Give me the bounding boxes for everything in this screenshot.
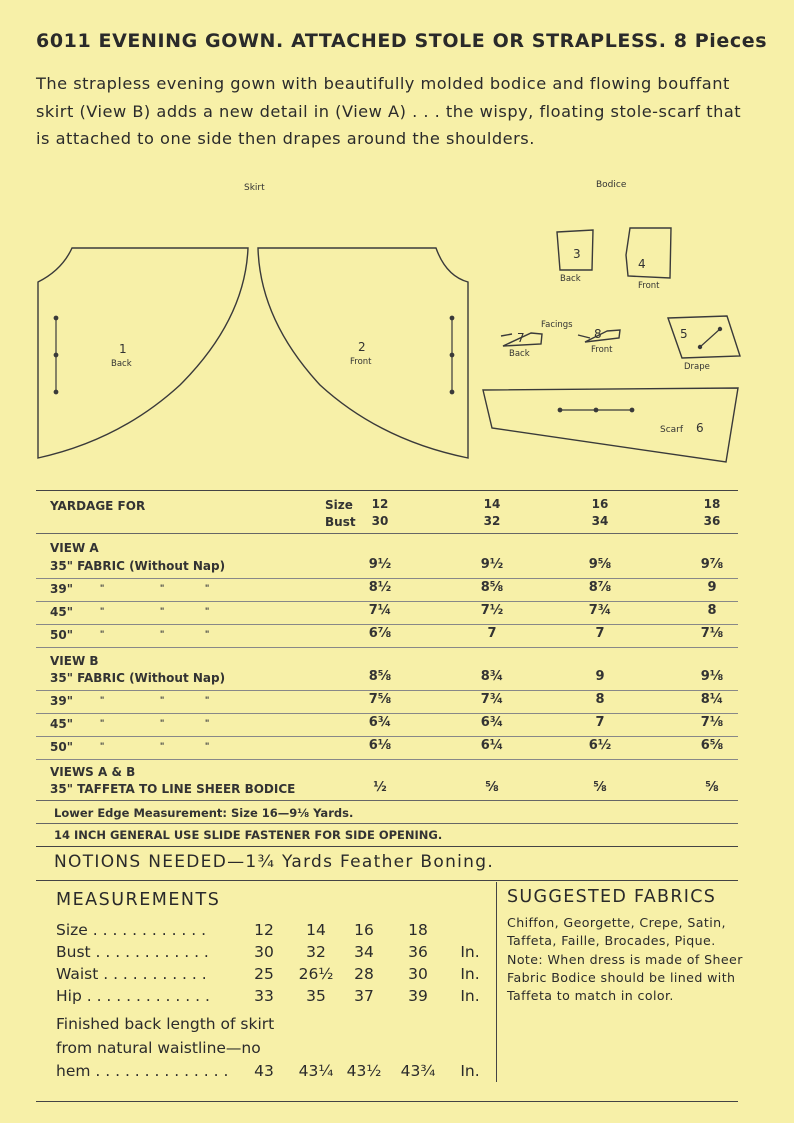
pattern-title: 6011 EVENING GOWN. ATTACHED STOLE OR STRAPLESS. 8 Pieces: [36, 30, 768, 52]
ditto-mark: ": [100, 695, 105, 705]
yardage-heading: YARDAGE FOR: [50, 499, 146, 513]
measurement-label: Waist . . . . . . . . . . .: [56, 965, 207, 983]
row-label: 39": [50, 582, 73, 596]
row-rule: [36, 624, 738, 625]
yardage-value: 7: [487, 626, 497, 641]
finished-length-value: 43¼: [298, 1062, 334, 1080]
bottom-rule: [36, 1101, 738, 1102]
view-b-label: VIEW B: [50, 654, 99, 668]
size-value: 16: [591, 497, 609, 511]
finished-length-line-3: hem . . . . . . . . . . . . . .: [56, 1062, 229, 1080]
measurement-unit: In.: [460, 943, 480, 961]
row-label: 35" FABRIC (Without Nap): [50, 671, 226, 685]
suggested-fabrics-text: Chiffon, Georgette, Crepe, Satin, Taffeta, Faille, Brocades, Pique. Note: When dress is made of Sheer Fabric Bodice should be lined with Taffeta to match in color.: [507, 915, 743, 1004]
yardage-value: 7¼: [368, 603, 392, 618]
skirt-label: Skirt: [244, 183, 265, 193]
row-label: 45": [50, 717, 73, 731]
row-label: 50": [50, 628, 73, 642]
measurement-value: 39: [408, 987, 428, 1005]
piece-4-number: 4: [638, 257, 646, 271]
measurement-value: 14: [306, 921, 326, 939]
yardage-value: 7¾: [480, 692, 504, 707]
ditto-mark: ": [100, 629, 105, 639]
suggested-fabrics-heading: SUGGESTED FABRICS: [507, 887, 717, 907]
piece-2-name: Front: [350, 357, 372, 367]
view-a-label: VIEW A: [50, 541, 99, 555]
size-label: Size: [325, 498, 353, 512]
yardage-value: 8: [595, 692, 605, 707]
row-label: 35" TAFFETA TO LINE SHEER BODICE: [50, 782, 296, 796]
piece-4-name: Front: [638, 281, 660, 291]
finished-length-value: 43½: [346, 1062, 382, 1080]
ditto-mark: ": [160, 695, 165, 705]
yardage-value: 9⅞: [700, 557, 724, 572]
ditto-mark: ": [205, 718, 210, 728]
yardage-value: 6⅛: [368, 738, 392, 753]
ditto-mark: ": [160, 629, 165, 639]
ditto-mark: ": [205, 583, 210, 593]
views-ab-label: VIEWS A & B: [50, 765, 136, 779]
yardage-value: 6¼: [480, 738, 504, 753]
ditto-mark: ": [160, 583, 165, 593]
measurement-label: Size . . . . . . . . . . . .: [56, 921, 207, 939]
yardage-value: 8¼: [700, 692, 724, 707]
yardage-value: 7¾: [588, 603, 612, 618]
facings-label: Facings: [541, 320, 573, 330]
pattern-pieces-diagram: [0, 160, 794, 490]
bust-value: 32: [483, 514, 501, 528]
yardage-value: 8⅝: [368, 669, 392, 684]
measurement-value: 25: [254, 965, 274, 983]
measurement-value: 12: [254, 921, 274, 939]
measurement-unit: In.: [460, 965, 480, 983]
ditto-mark: ": [100, 741, 105, 751]
ditto-mark: ": [100, 718, 105, 728]
yardage-value: 7⅝: [368, 692, 392, 707]
row-label: 35" FABRIC (Without Nap): [50, 559, 226, 573]
measurement-value: 28: [354, 965, 374, 983]
finished-length-line-1: Finished back length of skirt: [56, 1015, 275, 1033]
yardage-value: 7⅛: [700, 715, 724, 730]
yardage-value: 8¾: [480, 669, 504, 684]
table-top-rule: [36, 490, 738, 491]
skirt-back-piece: [38, 248, 248, 458]
fastener-rule: [36, 823, 738, 824]
piece-7-number: 7: [517, 331, 525, 345]
ditto-mark: ": [100, 606, 105, 616]
measurement-value: 30: [254, 943, 274, 961]
measurement-label: Hip . . . . . . . . . . . . .: [56, 987, 210, 1005]
row-rule: [36, 578, 738, 579]
row-rule: [36, 713, 738, 714]
ditto-mark: ": [205, 695, 210, 705]
ditto-mark: ": [160, 606, 165, 616]
bust-value: 34: [591, 514, 609, 528]
ditto-mark: ": [160, 718, 165, 728]
yardage-value: 7: [595, 715, 605, 730]
header-rule: [36, 533, 738, 534]
yardage-value: ⅝: [705, 780, 719, 795]
lower-edge-rule: [36, 800, 738, 801]
fastener-note: 14 INCH GENERAL USE SLIDE FASTENER FOR SIDE OPENING.: [54, 828, 443, 842]
yardage-value: 8⅝: [480, 580, 504, 595]
yardage-value: 6¾: [368, 715, 392, 730]
measurements-rule: [36, 880, 738, 881]
bodice-label: Bodice: [596, 180, 627, 190]
yardage-value: 7: [595, 626, 605, 641]
pattern-description: The strapless evening gown with beautifully molded bodice and flowing bouffant skirt (View B) adds a new detail in (View A) . . . the wispy, floating stole-scarf that is attached to one side then drapes around the shoulders.: [36, 74, 742, 148]
piece-7-name: Back: [509, 349, 530, 359]
ditto-mark: ": [205, 741, 210, 751]
row-rule: [36, 759, 738, 760]
row-rule: [36, 601, 738, 602]
piece-3-number: 3: [573, 247, 581, 261]
yardage-value: 6⅝: [700, 738, 724, 753]
yardage-value: 6¾: [480, 715, 504, 730]
piece-1-name: Back: [111, 359, 132, 369]
yardage-value: 7⅛: [700, 626, 724, 641]
measurement-value: 35: [306, 987, 326, 1005]
row-label: 45": [50, 605, 73, 619]
yardage-value: ½: [373, 780, 387, 795]
ditto-mark: ": [160, 741, 165, 751]
yardage-value: 7½: [480, 603, 504, 618]
measurement-unit: In.: [460, 987, 480, 1005]
row-label: 39": [50, 694, 73, 708]
yardage-value: 9⅝: [588, 557, 612, 572]
bust-value: 30: [371, 514, 389, 528]
finished-length-unit: In.: [460, 1062, 480, 1080]
yardage-value: ⅝: [485, 780, 499, 795]
yardage-value: 8⅞: [588, 580, 612, 595]
ditto-mark: ": [205, 606, 210, 616]
ditto-mark: ": [205, 629, 210, 639]
measurement-value: 37: [354, 987, 374, 1005]
yardage-value: 6⅞: [368, 626, 392, 641]
yardage-value: 9: [595, 669, 605, 684]
drape-piece: [668, 316, 740, 358]
notions-rule: [36, 846, 738, 847]
row-rule: [36, 736, 738, 737]
yardage-value: 6½: [588, 738, 612, 753]
measurement-value: 16: [354, 921, 374, 939]
measurement-label: Bust . . . . . . . . . . . .: [56, 943, 209, 961]
bodice-front-piece: [626, 228, 671, 278]
ditto-mark: ": [100, 583, 105, 593]
column-divider: [496, 882, 497, 1082]
measurement-value: 36: [408, 943, 428, 961]
piece-2-number: 2: [358, 340, 366, 354]
size-value: 14: [483, 497, 501, 511]
piece-6-number: 6: [696, 421, 704, 435]
finished-length-value: 43¾: [400, 1062, 436, 1080]
measurement-value: 33: [254, 987, 274, 1005]
measurement-value: 18: [408, 921, 428, 939]
piece-3-name: Back: [560, 274, 581, 284]
piece-8-name: Front: [591, 345, 613, 355]
bust-label: Bust: [325, 515, 356, 529]
yardage-value: 9½: [368, 557, 392, 572]
piece-5-number: 5: [680, 327, 688, 341]
finished-length-line-2: from natural waistline—no: [56, 1039, 261, 1057]
finished-length-value: 43: [254, 1062, 274, 1080]
lower-edge-measurement: Lower Edge Measurement: Size 16—9⅛ Yards.: [54, 806, 354, 820]
measurement-value: 34: [354, 943, 374, 961]
notions-needed: NOTIONS NEEDED—1¾ Yards Feather Boning.: [54, 852, 495, 872]
row-rule: [36, 647, 738, 648]
row-label: 50": [50, 740, 73, 754]
piece-6-name: Scarf: [660, 425, 684, 435]
measurement-value: 32: [306, 943, 326, 961]
yardage-value: 9⅛: [700, 669, 724, 684]
measurement-value: 26½: [298, 965, 334, 983]
measurements-heading: MEASUREMENTS: [56, 890, 221, 910]
piece-5-name: Drape: [684, 362, 710, 372]
size-value: 12: [371, 497, 389, 511]
piece-1-number: 1: [119, 342, 127, 356]
piece-8-number: 8: [594, 327, 602, 341]
size-value: 18: [703, 497, 721, 511]
yardage-value: 8: [707, 603, 717, 618]
measurement-value: 30: [408, 965, 428, 983]
row-rule: [36, 690, 738, 691]
yardage-value: 9: [707, 580, 717, 595]
yardage-value: 8½: [368, 580, 392, 595]
yardage-value: 9½: [480, 557, 504, 572]
bust-value: 36: [703, 514, 721, 528]
yardage-value: ⅝: [593, 780, 607, 795]
